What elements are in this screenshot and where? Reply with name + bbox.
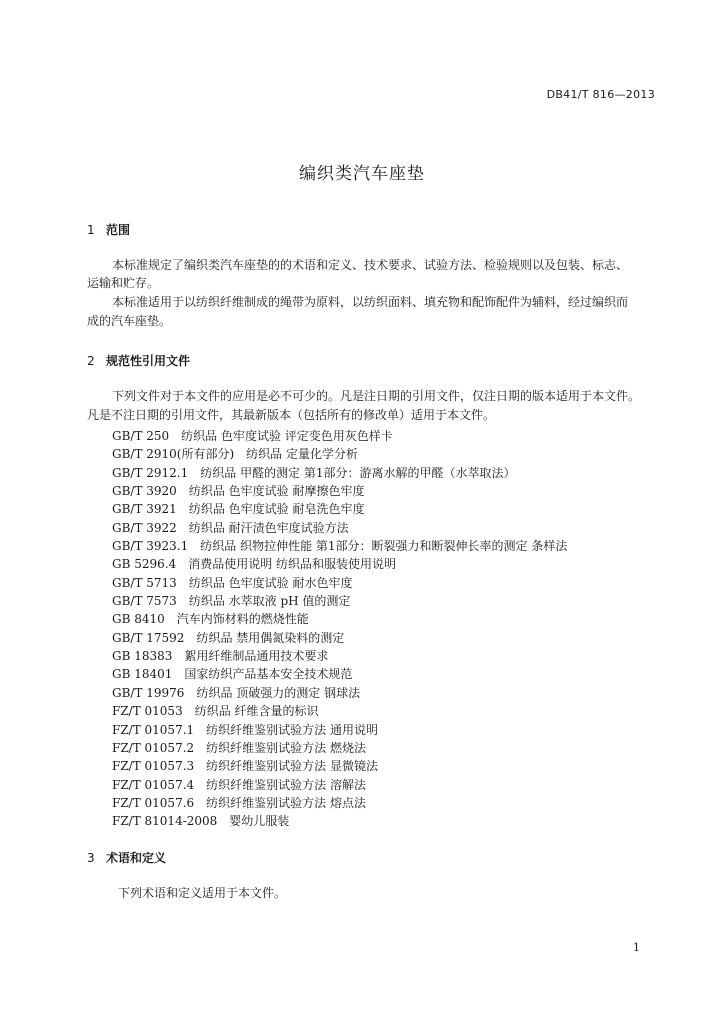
reference-name: 纺织品 织物拉伸性能 第1部分：断裂强力和断裂伸长率的测定 条样法 xyxy=(200,539,568,554)
reference-name: 纺织品 水萃取液 pH 值的测定 xyxy=(188,594,351,609)
reference-code: GB 5296.4 xyxy=(112,557,177,572)
normative-references-list xyxy=(112,427,567,831)
reference-code: GB 18383 xyxy=(112,649,173,664)
reference-code: FZ/T 01053 xyxy=(112,704,183,719)
reference-name: 纺织品 纤维含量的标识 xyxy=(194,704,319,719)
section-title: 范围 xyxy=(106,223,131,237)
section-title: 规范性引用文件 xyxy=(106,354,191,368)
references-intro-line: 下列文件对于本文件的应用是必不可少的。凡是注日期的引用文件，仅注日期的版本适用于本文件。 xyxy=(112,389,641,403)
scope-paragraph-line: 本标准规定了编织类汽车座垫的的术语和定义、技术要求、试验方法、检验规则以及包装、标志、 xyxy=(112,258,629,272)
reference-name: 消费品使用说明 纺织品和服装使用说明 xyxy=(188,557,397,572)
reference-item xyxy=(112,776,567,794)
reference-item xyxy=(112,610,567,628)
terms-intro-line: 下列术语和定义适用于本文件。 xyxy=(118,886,287,900)
reference-code: GB/T 5713 xyxy=(112,575,177,590)
reference-item xyxy=(112,757,567,775)
section-number: 1 xyxy=(87,223,95,237)
reference-item xyxy=(112,464,567,482)
scope-paragraph-line: 本标准适用于以纺织纤维制成的绳带为原料，以纺织面料、填充物和配饰配件为辅料，经过编织而 xyxy=(112,295,629,309)
scope-paragraph-line: 运输和贮存。 xyxy=(87,276,160,290)
reference-code: FZ/T 81014-2008 xyxy=(112,814,218,829)
reference-name: 纺织品 色牢度试验 评定变色用灰色样卡 xyxy=(181,429,393,443)
reference-code: GB/T 3921 xyxy=(112,502,177,517)
reference-item xyxy=(112,445,567,463)
reference-name: 纺织品 耐汗渍色牢度试验方法 xyxy=(188,520,349,535)
reference-item xyxy=(112,812,567,830)
reference-item xyxy=(112,555,567,573)
reference-code: GB/T 3920 xyxy=(112,484,177,499)
reference-item xyxy=(112,574,567,592)
section-1-heading xyxy=(87,221,130,238)
reference-name: 纺织纤维鉴别试验方法 通用说明 xyxy=(206,722,378,737)
reference-item xyxy=(112,794,567,812)
reference-name: 国家纺织产品基本安全技术规范 xyxy=(184,667,353,682)
page-number: 1 xyxy=(633,941,640,954)
reference-name: 纺织品 甲醛的测定 第1部分：游离水解的甲醛（水萃取法） xyxy=(200,465,516,480)
section-number: 3 xyxy=(87,851,95,865)
reference-item xyxy=(112,684,567,702)
reference-name: 纺织品 色牢度试验 耐水色牢度 xyxy=(188,575,353,590)
reference-code: GB/T 2912.1 xyxy=(112,465,189,480)
reference-item xyxy=(112,500,567,518)
scope-paragraph-line: 成的汽车座垫。 xyxy=(87,314,172,328)
reference-item xyxy=(112,665,567,683)
reference-name: 纺织品 顶破强力的测定 钢球法 xyxy=(196,685,361,700)
reference-name: 婴幼儿服装 xyxy=(229,814,290,829)
reference-item xyxy=(112,592,567,610)
reference-name: 纺织纤维鉴别试验方法 熔点法 xyxy=(206,795,366,810)
reference-item xyxy=(112,647,567,665)
reference-code: GB/T 17592 xyxy=(112,630,185,645)
reference-name: 汽车内饰材料的燃烧性能 xyxy=(176,612,309,627)
reference-code: GB/T 19976 xyxy=(112,685,185,700)
reference-item xyxy=(112,537,567,555)
reference-name: 纺织品 色牢度试验 耐皂洗色牢度 xyxy=(188,502,365,517)
reference-item xyxy=(112,519,567,537)
reference-name: 纺织纤维鉴别试验方法 燃烧法 xyxy=(206,740,366,755)
reference-name: 纺织纤维鉴别试验方法 显微镜法 xyxy=(206,759,378,774)
reference-item xyxy=(112,721,567,739)
reference-item xyxy=(112,739,567,757)
reference-name: 纺织纤维鉴别试验方法 溶解法 xyxy=(206,777,366,792)
reference-code: GB/T 3922 xyxy=(112,520,177,535)
reference-code: GB 8410 xyxy=(112,612,165,627)
reference-code: FZ/T 01057.1 xyxy=(112,722,195,737)
reference-code: FZ/T 01057.2 xyxy=(112,740,195,755)
reference-code: GB/T 3923.1 xyxy=(112,539,189,554)
reference-item xyxy=(112,702,567,720)
references-intro-line: 凡是不注日期的引用文件，其最新版本（包括所有的修改单）适用于本文件。 xyxy=(87,408,496,422)
document-title: 编织类汽车座垫 xyxy=(299,164,425,184)
reference-code: GB/T 2910(所有部分) xyxy=(112,447,235,462)
standard-code: DB41/T 816—2013 xyxy=(546,88,655,101)
reference-item xyxy=(112,427,567,445)
reference-name: 纺织品 定量化学分析 xyxy=(246,447,358,462)
reference-item xyxy=(112,482,567,500)
reference-name: 纺织品 禁用偶氮染料的测定 xyxy=(196,630,345,645)
reference-name: 纺织品 色牢度试验 耐摩擦色牢度 xyxy=(188,484,365,499)
reference-code: GB/T 7573 xyxy=(112,594,177,609)
reference-code: FZ/T 01057.3 xyxy=(112,759,195,774)
reference-code: FZ/T 01057.6 xyxy=(112,795,195,810)
section-number: 2 xyxy=(87,354,95,368)
reference-code: GB/T 250 xyxy=(112,429,170,443)
reference-item xyxy=(112,629,567,647)
section-title: 术语和定义 xyxy=(106,851,167,865)
reference-code: FZ/T 01057.4 xyxy=(112,777,195,792)
reference-name: 絮用纤维制品通用技术要求 xyxy=(184,649,329,664)
section-3-heading xyxy=(87,849,166,866)
section-2-heading xyxy=(87,352,190,369)
reference-code: GB 18401 xyxy=(112,667,173,682)
